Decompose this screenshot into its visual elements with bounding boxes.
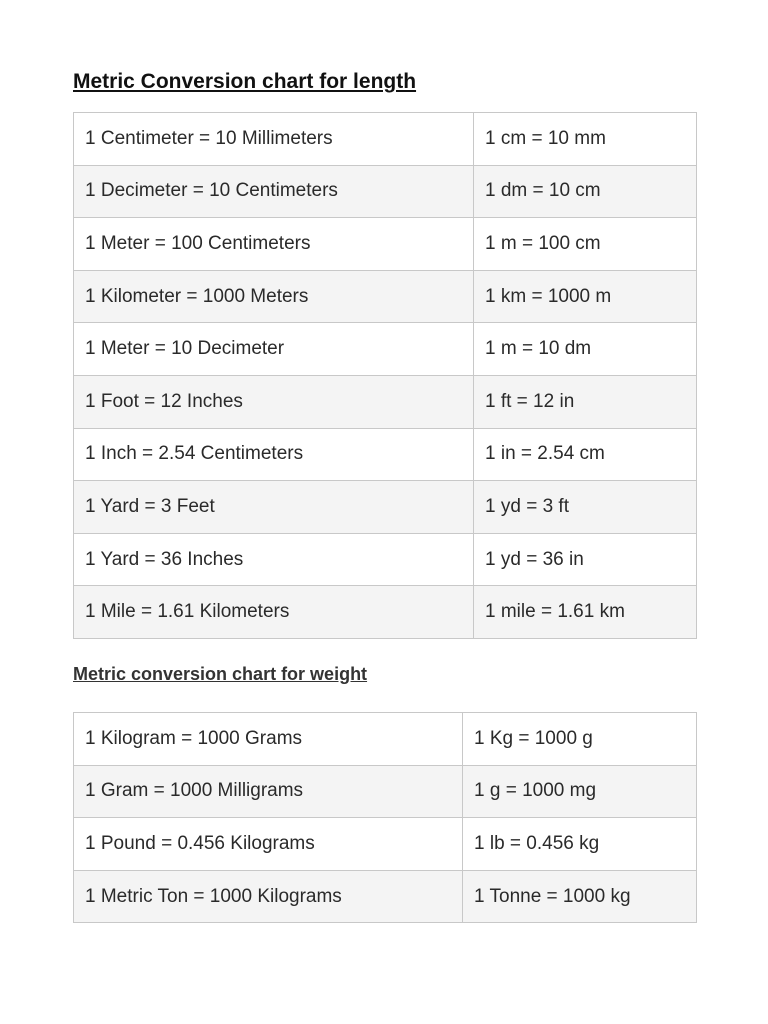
conversion-short: 1 yd = 36 in xyxy=(474,533,697,586)
weight-chart-title: Metric conversion chart for weight xyxy=(73,664,368,684)
table-row xyxy=(74,818,697,871)
conversion-full: 1 Gram = 1000 Milligrams xyxy=(74,765,463,818)
conversion-short: 1 yd = 3 ft xyxy=(474,481,697,534)
table-row xyxy=(74,586,697,639)
table-row xyxy=(74,323,697,376)
table-row xyxy=(74,481,697,534)
conversion-full: 1 Kilometer = 1000 Meters xyxy=(74,270,474,323)
conversion-full: 1 Meter = 10 Decimeter xyxy=(74,323,474,376)
conversion-short: 1 g = 1000 mg xyxy=(463,765,697,818)
length-conversion-table xyxy=(73,112,697,639)
length-chart-title: Metric Conversion chart for length xyxy=(73,70,417,93)
conversion-full: 1 Yard = 3 Feet xyxy=(74,481,474,534)
conversion-short: 1 Tonne = 1000 kg xyxy=(463,870,697,923)
table-row xyxy=(74,270,697,323)
conversion-full: 1 Inch = 2.54 Centimeters xyxy=(74,428,474,481)
conversion-short: 1 in = 2.54 cm xyxy=(474,428,697,481)
conversion-full: 1 Decimeter = 10 Centimeters xyxy=(74,165,474,218)
table-row xyxy=(74,165,697,218)
table-row xyxy=(74,870,697,923)
conversion-short: 1 m = 10 dm xyxy=(474,323,697,376)
conversion-short: 1 Kg = 1000 g xyxy=(463,713,697,766)
conversion-full: 1 Kilogram = 1000 Grams xyxy=(74,713,463,766)
conversion-short: 1 lb = 0.456 kg xyxy=(463,818,697,871)
table-row xyxy=(74,533,697,586)
conversion-full: 1 Pound = 0.456 Kilograms xyxy=(74,818,463,871)
table-row xyxy=(74,375,697,428)
conversion-full: 1 Yard = 36 Inches xyxy=(74,533,474,586)
conversion-short: 1 dm = 10 cm xyxy=(474,165,697,218)
conversion-short: 1 cm = 10 mm xyxy=(474,113,697,166)
table-row xyxy=(74,713,697,766)
conversion-short: 1 km = 1000 m xyxy=(474,270,697,323)
table-row xyxy=(74,218,697,271)
conversion-full: 1 Meter = 100 Centimeters xyxy=(74,218,474,271)
conversion-full: 1 Foot = 12 Inches xyxy=(74,375,474,428)
table-row xyxy=(74,113,697,166)
conversion-full: 1 Metric Ton = 1000 Kilograms xyxy=(74,870,463,923)
conversion-full: 1 Centimeter = 10 Millimeters xyxy=(74,113,474,166)
table-row xyxy=(74,765,697,818)
weight-conversion-table xyxy=(73,712,697,923)
table-row xyxy=(74,428,697,481)
conversion-short: 1 m = 100 cm xyxy=(474,218,697,271)
conversion-short: 1 mile = 1.61 km xyxy=(474,586,697,639)
conversion-short: 1 ft = 12 in xyxy=(474,375,697,428)
conversion-full: 1 Mile = 1.61 Kilometers xyxy=(74,586,474,639)
